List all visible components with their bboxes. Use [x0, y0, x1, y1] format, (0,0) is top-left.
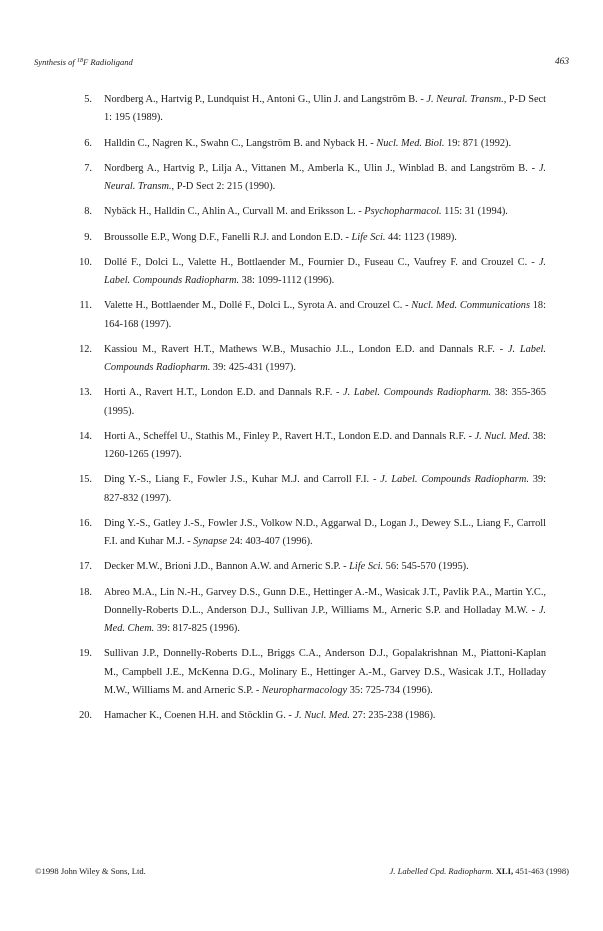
reference-text [104, 297, 546, 333]
reference-list [0, 91, 603, 732]
reference-item [0, 135, 603, 153]
page-number: 463 [554, 57, 569, 67]
reference-authors: Nordberg A., Hartvig P., Lundquist H., Antoni G., Ulin J. and Langström B. - [104, 94, 427, 105]
reference-authors: Decker M.W., Brioni J.D., Bannon A.W. and Arneric S.P. - [104, 561, 350, 573]
reference-item [0, 91, 603, 127]
reference-text [104, 558, 546, 576]
reference-details: 38: 1260-1265 (1997). [104, 430, 546, 461]
reference-authors: Kassiou M., Ravert H.T., Mathews W.B., Musachio J.L., London E.D. and Dannals R.F. - [104, 343, 508, 355]
reference-authors: Horti A., Scheffel U., Stathis M., Finley P., Ravert H.T., London E.D. and Dannals R.F. - [104, 430, 475, 442]
reference-item [0, 645, 603, 700]
running-title [34, 57, 133, 67]
reference-authors: Horti A., Ravert H.T., London E.D. and Dannals R.F. - [104, 387, 344, 399]
reference-text [104, 384, 546, 420]
reference-number: 11. [79, 300, 92, 312]
reference-details: 39: 425-431 (1997). [210, 362, 296, 374]
reference-journal: Nucl. Med. Communications [411, 300, 530, 312]
reference-details: , P-D Sect 1: 195 (1989). [104, 94, 546, 124]
reference-details: 27: 235-238 (1986). [349, 710, 436, 722]
reference-number: 15. [79, 474, 92, 486]
reference-item [0, 384, 603, 420]
reference-details: 56: 545-570 (1995). [383, 561, 469, 573]
reference-text [104, 254, 546, 290]
reference-text [104, 645, 546, 700]
reference-journal: Nucl. Med. Biol. [376, 137, 445, 149]
reference-item [0, 584, 603, 639]
reference-details: 38: 355-365 (1995). [104, 387, 546, 417]
reference-authors: Ding Y.-S., Gatley J.-S., Fowler J.S., Volkow N.D., Aggarwal D., Logan J., Dewey S.L., Liang F., Carroll F.I. and Kuhar M.J. - [104, 517, 546, 548]
reference-journal: Psychopharmacol. [364, 206, 442, 218]
reference-item [0, 229, 603, 247]
reference-item [0, 160, 603, 196]
reference-item [0, 341, 603, 377]
footer-volume: XLI, [495, 866, 514, 876]
reference-text [104, 707, 546, 725]
reference-details: 39: 827-832 (1997). [104, 474, 547, 504]
reference-number: 14. [79, 430, 92, 442]
reference-number: 18. [79, 586, 92, 598]
reference-item [0, 471, 603, 507]
reference-journal: Synapse [193, 536, 227, 548]
reference-authors: Nybäck H., Halldin C., Ahlin A., Curvall M. and Eriksson L. - [104, 206, 365, 218]
reference-details: , P-D Sect 2: 215 (1990). [171, 181, 276, 192]
reference-item [0, 558, 603, 576]
reference-details: 115: 31 (1994). [441, 206, 508, 218]
running-title-suffix: F Radioligand [82, 57, 133, 67]
running-head [34, 57, 569, 71]
reference-number: 6. [84, 137, 92, 149]
reference-journal: J. Label. Compounds Radiopharm. [104, 256, 546, 287]
reference-journal: J. Nucl. Med. [294, 710, 350, 722]
footer-journal-name: J. Labelled Cpd. Radiopharm. [389, 866, 494, 876]
reference-text [104, 229, 546, 247]
reference-authors: Ding Y.-S., Liang F., Fowler J.S., Kuhar M.J. and Carroll F.I. - [104, 474, 381, 486]
reference-authors: Nordberg A., Hartvig P., Lilja A., Vittanen M., Amberla K., Ulin J., Winblad B. and Langström B. - [104, 162, 539, 174]
reference-number: 9. [84, 231, 92, 243]
reference-details: 44: 1123 (1989). [385, 231, 457, 243]
reference-authors: Dollé F., Dolci L., Valette H., Bottlaender M., Fournier D., Fuseau C., Vaufrey F. and Crouzel C. - [104, 256, 539, 268]
reference-item [0, 203, 603, 221]
reference-journal: Life Sci. [351, 231, 386, 243]
reference-number: 17. [79, 561, 92, 573]
reference-journal: J. Nucl. Med. [474, 430, 531, 442]
reference-number: 10. [79, 256, 92, 268]
reference-authors: Valette H., Bottlaender M., Dollé F., Dolci L., Syrota A. and Crouzel C. - [104, 300, 412, 312]
reference-journal: J. Label. Compounds Radiopharm. [380, 474, 529, 486]
reference-journal: Life Sci. [349, 561, 384, 573]
reference-text [104, 91, 546, 127]
reference-details: 39: 817-825 (1996). [154, 623, 240, 635]
reference-journal: J. Label. Compounds Radiopharm. [104, 343, 546, 374]
reference-number: 12. [79, 343, 92, 355]
reference-item [0, 707, 603, 725]
reference-authors: Broussolle E.P., Wong D.F., Fanelli R.J. and London E.D. - [104, 231, 352, 243]
reference-journal: Neuropharmacology [261, 684, 348, 696]
reference-item [0, 515, 603, 551]
reference-text [104, 471, 546, 507]
reference-authors: Halldin C., Nagren K., Swahn C., Langström B. and Nyback H. - [104, 137, 377, 149]
reference-item [0, 297, 603, 333]
reference-number: 16. [79, 517, 92, 529]
reference-text [104, 515, 546, 551]
reference-journal: J. Label. Compounds Radiopharm. [343, 387, 492, 399]
running-title-superscript: 18 [76, 58, 83, 64]
footer-pages: 451-463 (1998) [513, 866, 569, 876]
running-title-prefix: Synthesis of [34, 57, 77, 67]
reference-authors: Sullivan J.P., Donnelly-Roberts D.L., Briggs C.A., Anderson D.J., Gopalakrishnan M., Piattoni-Kaplan M., Campbell J.E., McKenna D.G., Molinary E., Hettinger A.-M., Garvey D.S., Wasicak J.T., Holladay M.W., Williams M. and Arneric S.P. - [104, 648, 546, 696]
reference-item [0, 254, 603, 290]
reference-item [0, 428, 603, 464]
journal-citation [389, 866, 569, 876]
reference-details: 18: 164-168 (1997). [104, 300, 546, 330]
reference-number: 19. [79, 648, 92, 660]
reference-number: 20. [79, 710, 92, 722]
reference-number: 13. [79, 387, 92, 399]
reference-text [104, 428, 546, 464]
reference-text [104, 341, 546, 377]
reference-number: 7. [84, 162, 92, 174]
reference-journal: J. Neural. Transm. [104, 162, 546, 192]
reference-authors: Hamacher K., Coenen H.H. and Stöcklin G. - [104, 710, 295, 722]
reference-text [104, 584, 546, 639]
reference-text [104, 160, 546, 196]
reference-details: 19: 871 (1992). [444, 137, 512, 149]
reference-text [104, 203, 546, 221]
reference-details: 35: 725-734 (1996). [347, 684, 433, 696]
reference-number: 8. [84, 206, 92, 218]
reference-authors: Abreo M.A., Lin N.-H., Garvey D.S., Gunn D.E., Hettinger A.-M., Wasicak J.T., Pavlik P.A., Martin Y.C., Donnelly-Roberts D.L., Anderson D.J., Sullivan J.P., Williams M., Arneric S.P. and Holladay M.W. - [104, 586, 546, 616]
reference-number: 5. [84, 94, 92, 105]
reference-journal: J. Med. Chem. [104, 604, 546, 635]
copyright-notice: ©1998 John Wiley & Sons, Ltd. [35, 866, 146, 876]
page-footer [35, 866, 569, 880]
reference-journal: J. Neural. Transm. [426, 94, 504, 105]
reference-details: 24: 403-407 (1996). [227, 536, 313, 548]
reference-text [104, 135, 546, 153]
reference-details: 38: 1099-1112 (1996). [239, 275, 335, 287]
